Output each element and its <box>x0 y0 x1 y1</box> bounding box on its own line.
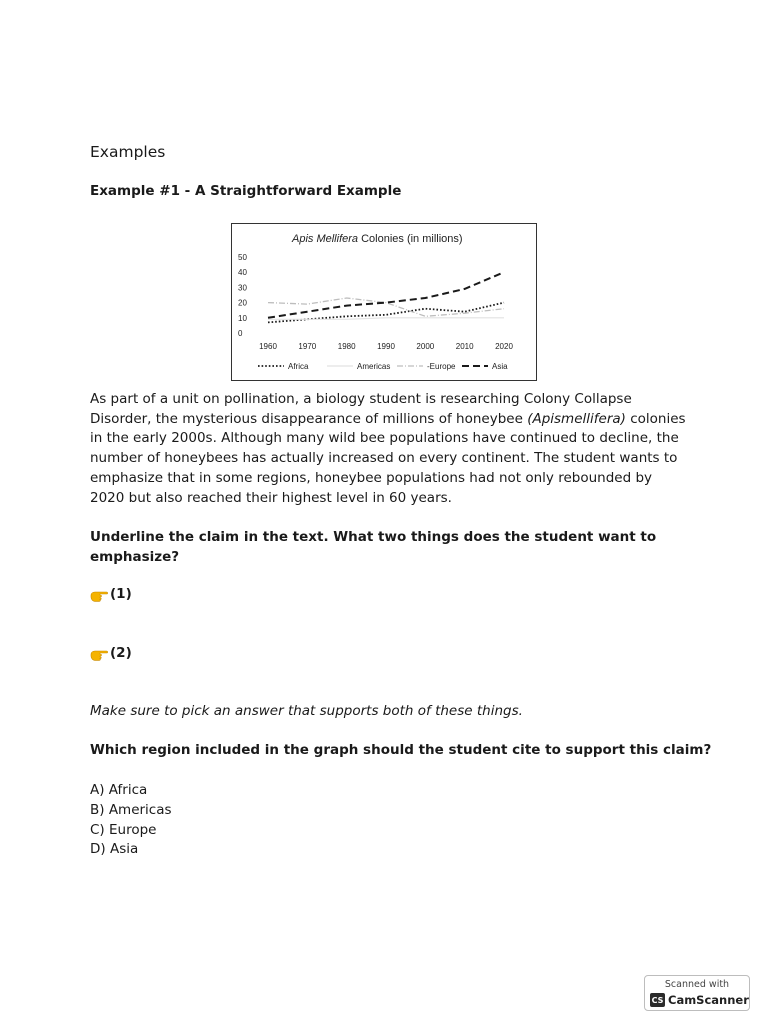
x-tick-label: 1970 <box>298 342 317 351</box>
pointing-hand-icon <box>90 587 109 602</box>
x-tick-label: 1980 <box>337 342 356 351</box>
badge-caption: Scanned with <box>664 979 730 990</box>
series-line-americas <box>268 318 504 320</box>
y-tick-label: 20 <box>238 298 247 308</box>
answer-point-2 <box>90 645 132 661</box>
camscanner-badge <box>644 975 750 1011</box>
legend-label: Americas <box>357 362 391 371</box>
chart-title-rest: Colonies (in millions) <box>358 233 463 245</box>
answer-options <box>90 781 172 860</box>
chart-title-italic: Apis Mellifera <box>292 233 359 245</box>
y-tick-label: 0 <box>238 329 243 338</box>
chart-title <box>291 233 463 245</box>
x-tick-label: 2000 <box>416 342 435 351</box>
option-d: D) Asia <box>90 841 139 858</box>
series-lines <box>268 272 504 322</box>
legend-label: Africa <box>288 362 309 371</box>
species-name: (Apismellifera) <box>527 410 626 427</box>
option-b: B) Americas <box>90 801 172 818</box>
y-tick-label: 50 <box>238 253 247 262</box>
y-tick-label: 10 <box>238 313 247 323</box>
x-tick-label: 2020 <box>495 342 513 351</box>
y-tick-label: 30 <box>238 283 247 293</box>
body-paragraph <box>90 390 690 508</box>
paragraph-part: As part of a unit on pollination, a biology student is researching Colony Collapse Disorder, the mysterious disappearance of millions of honeybee <box>90 391 632 427</box>
option-c: C) Europe <box>90 821 157 838</box>
legend-label: Asia <box>492 362 508 371</box>
answer-point-1 <box>90 586 132 602</box>
legend-label: -Europe <box>427 362 456 371</box>
y-axis <box>238 253 247 338</box>
option-a: A) Africa <box>90 782 148 798</box>
camscanner-logo-icon: CS <box>650 993 665 1007</box>
instruction-note: Make sure to pick an answer that supports both of these things. <box>90 703 523 719</box>
section-heading: Examples <box>90 143 166 161</box>
answer-point-label: (2) <box>110 645 132 661</box>
question-claim: Underline the claim in the text. What two things does the student want to emphasize? <box>90 529 657 565</box>
colonies-chart <box>231 223 537 381</box>
x-tick-label: 2010 <box>455 342 474 351</box>
paragraph-part: colonies in the early 2000s. Although many wild bee populations have continued to decline, the number of honeybees has actually increased on every continent. The student wants to emphasize that in some regions, honeybee populations had not only rebounded by 2020 but also reached their highest level in 60 years. <box>90 410 686 506</box>
badge-brand: CamScanner <box>668 993 749 1007</box>
example-title: Example #1 - A Straightforward Example <box>90 183 402 199</box>
answer-point-label: (1) <box>110 586 132 602</box>
question-region: Which region included in the graph should the student cite to support this claim? <box>90 742 712 758</box>
chart-canvas <box>232 224 535 379</box>
y-tick-label: 40 <box>238 268 247 278</box>
series-line-europe <box>268 298 504 316</box>
x-tick-label: 1990 <box>377 342 395 351</box>
x-tick-label: 1960 <box>259 342 277 351</box>
chart-legend <box>258 362 508 371</box>
series-line-asia <box>268 272 504 318</box>
pointing-hand-icon <box>90 646 109 661</box>
x-axis <box>259 342 513 351</box>
